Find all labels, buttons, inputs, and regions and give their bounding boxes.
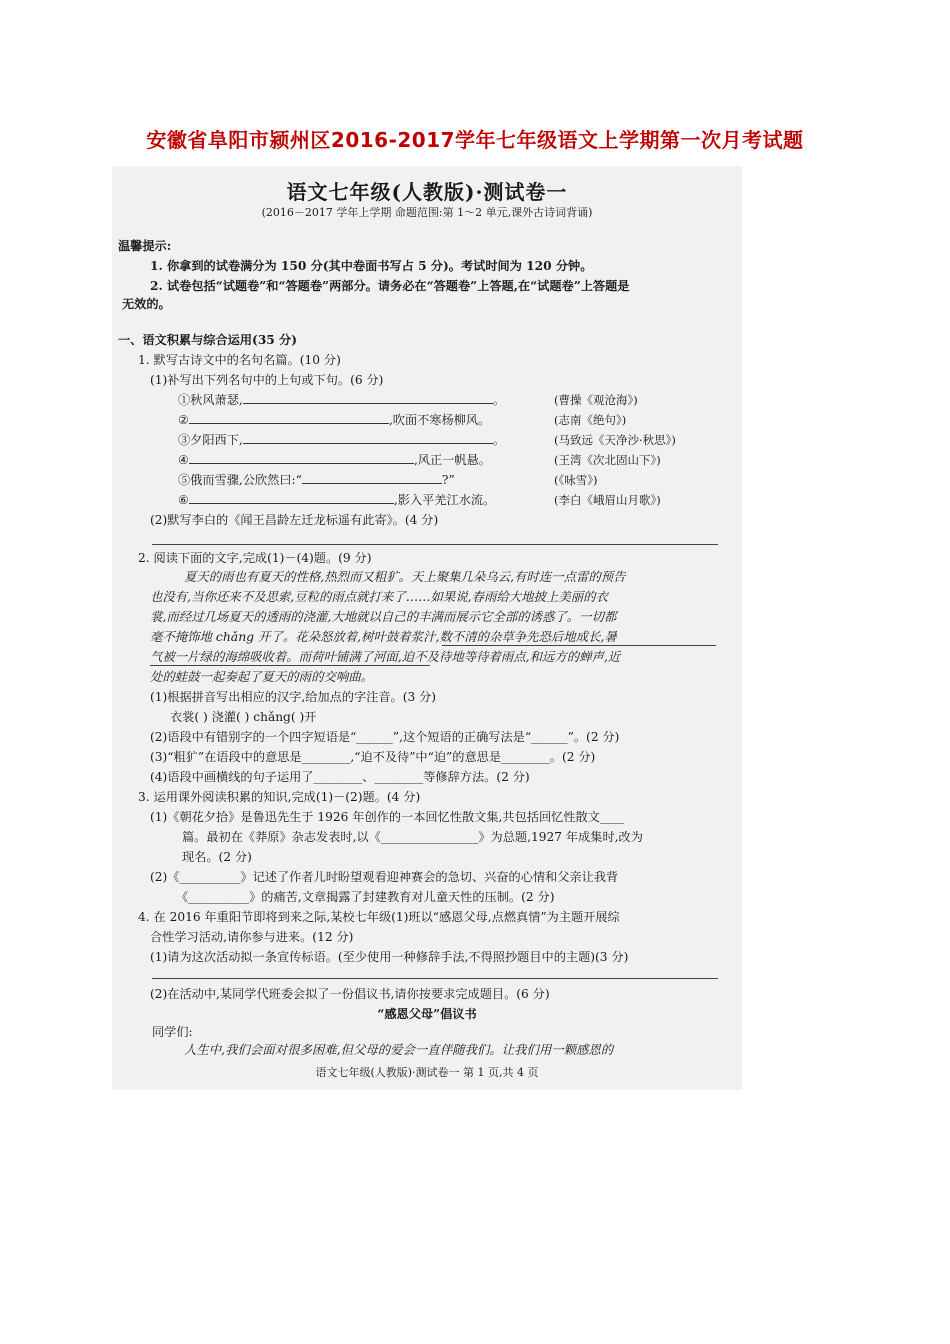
tip-2: 2. 试卷包括“试题卷”和“答题卷”两部分。请务必在“答题卷”上答题,在“试题卷”上答题是	[150, 279, 630, 293]
question-1-2: (2)默写李白的《闻王昌龄左迁龙标遥有此寄》。(4 分)	[150, 513, 439, 527]
question-2-3: (3)“粗犷”在语段中的意思是________,“迫不及待”中“迫”的意思是________。(2 分)	[150, 750, 596, 764]
poem-source-6: (李白《峨眉山月歌》)	[554, 493, 661, 507]
question-2: 2. 阅读下面的文字,完成(1)－(4)题。(9 分)	[138, 551, 372, 565]
question-3-1-cont: 篇。最初在《莽原》杂志发表时,以《________________》为总题,1927 年成集时,改为	[182, 830, 643, 844]
question-1-1: (1)补写出下列名句中的上句或下句。(6 分)	[150, 373, 384, 387]
passage-line-4: 毫不掩饰地 chǎng 开了。花朵怒放着,树叶鼓着浆汁,数不清的杂草争先恐后地成长,暑	[150, 629, 617, 644]
poem-line-4: ④ ,风正一帆悬。	[178, 453, 491, 467]
question-4: 4. 在 2016 年重阳节即将到来之际,某校七年级(1)班以“感恩父母,点燃真情”为主题开展综	[138, 910, 620, 924]
tip-1: 1. 你拿到的试卷满分为 150 分(其中卷面书写占 5 分)。考试时间为 120 分钟。	[150, 259, 593, 273]
passage-line-5: 气被一片绿的海绵吸收着。而荷叶铺满了河面,迫不及待地等待着雨点,和远方的蝉声,近	[150, 649, 621, 664]
poem-source-2: (志南《绝句》)	[554, 413, 627, 427]
passage-line-2: 也没有,当你还来不及思索,豆粒的雨点就打来了……如果说,春雨给大地披上美丽的衣	[150, 589, 608, 604]
answer-line	[152, 544, 718, 545]
poem-line-6: ⑥ ,影入平羌江水流。	[178, 493, 496, 507]
passage-line-6: 处的蛙鼓一起奏起了夏天的雨的交响曲。	[150, 669, 374, 684]
question-2-2: (2)语段中有错别字的一个四字短语是“______”,这个短语的正确写法是“______”。(2 分)	[150, 730, 620, 744]
passage-line-3: 裳,而经过几场夏天的透雨的浇灌,大地就以自己的丰满而展示它全部的诱惑了。一切都	[150, 609, 617, 624]
proposal-body: 人生中,我们会面对很多困难,但父母的爱会一直伴随我们。让我们用一颗感恩的	[184, 1042, 614, 1057]
question-4-2: (2)在活动中,某同学代班委会拟了一份倡议书,请你按要求完成题目。(6 分)	[150, 987, 550, 1001]
question-2-1: (1)根据拼音写出相应的汉字,给加点的字注音。(3 分)	[150, 690, 437, 704]
exam-title: 语文七年级(人教版)·测试卷一	[286, 180, 568, 204]
question-3-1: (1)《朝花夕拾》是鲁迅先生于 1926 年创作的一本回忆性散文集,共包括回忆性散文____	[150, 810, 625, 824]
document-title: 安徽省阜阳市颍州区2016-2017学年七年级语文上学期第一次月考试题	[146, 128, 804, 152]
poem-line-1: ①秋风萧瑟, 。	[178, 393, 505, 407]
poem-line-5: ⑤俄而雪骤,公欣然曰:“ ?”	[178, 473, 455, 487]
question-2-1-items: 衣裳( ) 浇灌( ) chǎng( )开	[170, 710, 317, 724]
slogan-answer-line	[152, 978, 718, 979]
poem-source-1: (曹操《观沧海》)	[554, 393, 638, 407]
question-4-1: (1)请为这次活动拟一条宣传标语。(至少使用一种修辞手法,不得照抄题目中的主题)(3 分)	[150, 950, 629, 964]
tips-heading: 温馨提示:	[118, 239, 172, 253]
poem-source-3: (马致远《天净沙·秋思》)	[554, 433, 676, 447]
exam-subtitle: (2016－2017 学年上学期 命题范围:第 1～2 单元,课外古诗词背诵)	[261, 206, 593, 219]
poem-source-5: (《咏雪》)	[554, 473, 598, 487]
page-footer: 语文七年级(人教版)·测试卷一 第 1 页,共 4 页	[315, 1066, 539, 1079]
question-3-2: (2)《__________》记述了作者儿时盼望观看迎神赛会的急切、兴奋的心情和父亲让我背	[150, 870, 619, 884]
passage-line-1: 夏天的雨也有夏天的性格,热烈而又粗犷。天上聚集几朵乌云,有时连一点雷的预告	[184, 569, 626, 584]
question-3-2-cont: 《__________》的痛苦,文章揭露了封建教育对儿童天性的压制。(2 分)	[176, 890, 555, 904]
question-3: 3. 运用课外阅读积累的知识,完成(1)－(2)题。(4 分)	[138, 790, 421, 804]
underlined-sentence-cont	[150, 665, 430, 666]
proposal-title: “感恩父母”倡议书	[377, 1007, 477, 1021]
question-4-cont: 合性学习活动,请你参与进来。(12 分)	[150, 930, 354, 944]
section-1-heading: 一、语文积累与综合运用(35 分)	[118, 333, 297, 347]
question-1: 1. 默写古诗文中的名句名篇。(10 分)	[138, 353, 341, 367]
poem-source-4: (王湾《次北固山下》)	[554, 453, 661, 467]
scanned-exam-page	[112, 166, 742, 1090]
question-3-1-end: 现名。(2 分)	[182, 850, 252, 864]
tip-2-cont: 无效的。	[122, 297, 171, 311]
poem-line-3: ③夕阳西下, 。	[178, 433, 505, 447]
poem-line-2: ② ,吹面不寒杨柳风。	[178, 413, 491, 427]
question-2-4: (4)语段中画横线的句子运用了________、________等修辞方法。(2 分)	[150, 770, 530, 784]
underlined-sentence	[442, 645, 716, 646]
proposal-greeting: 同学们:	[152, 1025, 193, 1039]
